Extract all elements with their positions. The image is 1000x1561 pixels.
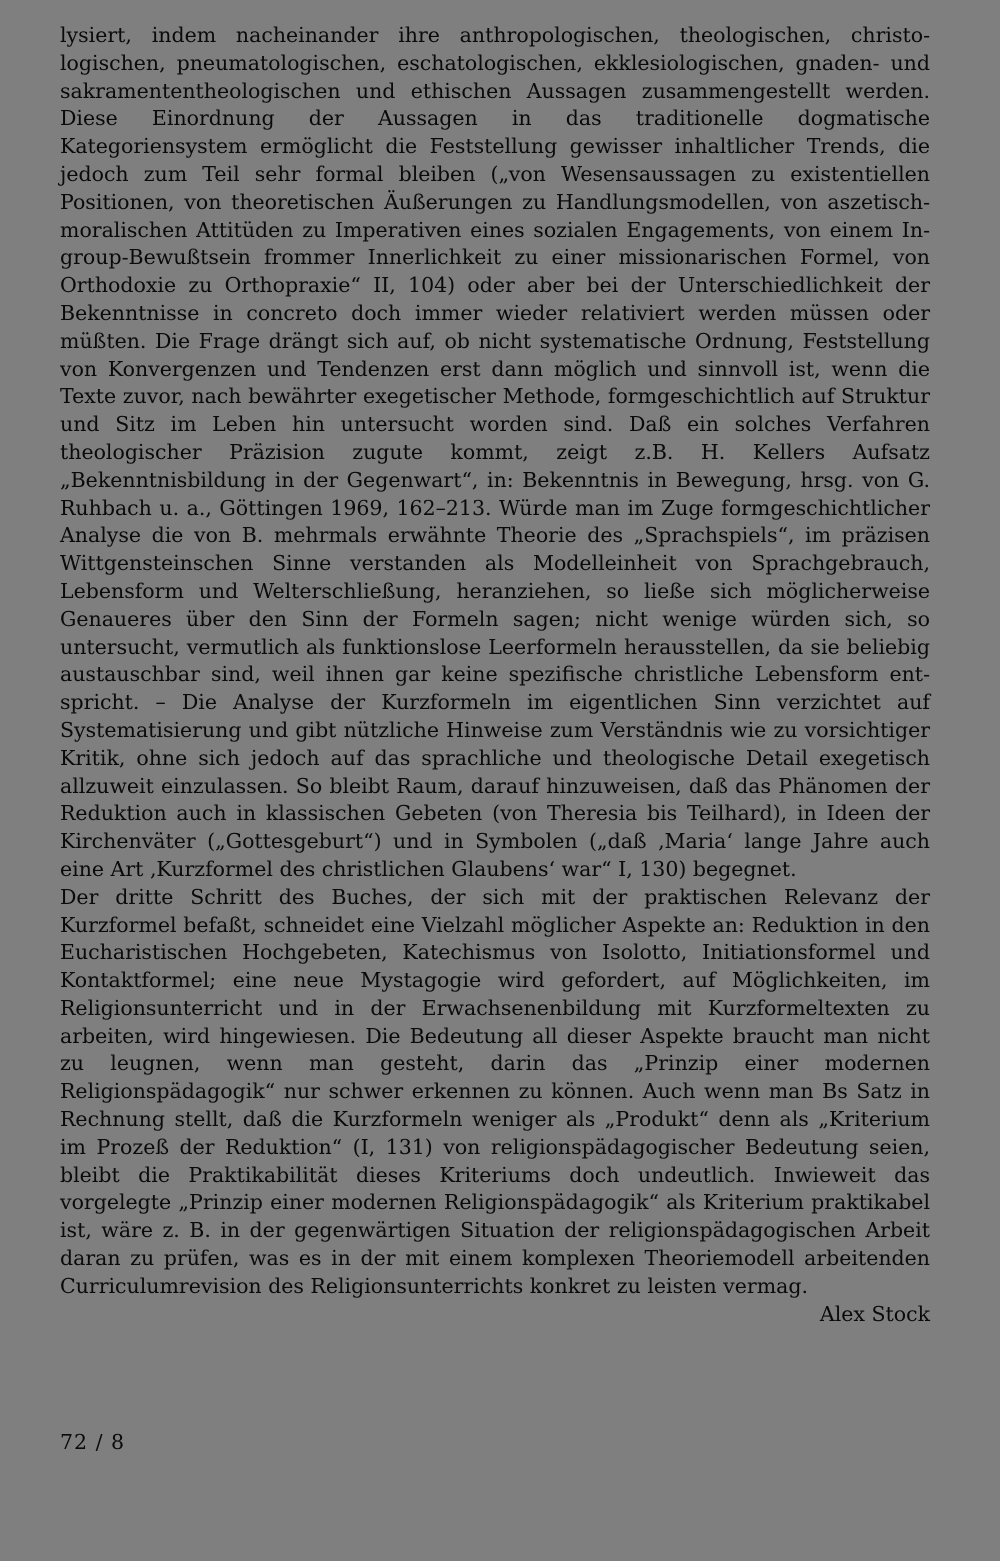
review-paragraph-2: Der dritte Schritt des Buches, der sich mit der praktischen Relevanz der Kurzformel befaßt, schneidet eine Vielzahl möglicher Aspekte an: Reduktion in den Eucharistischen Hochgebeten, Katechismus von Isolotto, Initiationsformel und Kontaktformel; eine neue Mystagogie wird gefordert, auf Möglichkeiten, im Religionsunterricht und in der Erwachsenenbildung mit Kurzformeltexten zu arbeiten, wird hingewiesen. Die Bedeutung all dieser Aspekte braucht man nicht zu leugnen, wenn man gesteht, darin das „Prinzip einer modernen Religionspädagogik“ nur schwer erkennen zu können. Auch wenn man Bs Satz in Rechnung stellt, daß die Kurzformeln weniger als „Produkt“ denn als „Kriterium im Prozeß der Reduktion“ (I, 131) von religionspädagogischer Bedeutung seien, bleibt die Praktikabilität dieses Kriteriums doch undeutlich. Inwieweit das vorgelegte „Prinzip einer modernen Religionspädagogik“ als Kriterium praktikabel ist, wäre z. B. in der gegenwärtigen Situation der religionspädagogischen Arbeit daran zu prüfen, was es in der mit einem komplexen Theoriemodell arbeitenden Curriculumrevision des Religionsunterrichts konkret zu leisten vermag.	[60, 884, 930, 1298]
review-text-block	[60, 22, 930, 1328]
review-author: Alex Stock	[819, 1301, 930, 1326]
review-paragraph-1: lysiert, indem nacheinander ihre anthropologischen, theologischen, christologischen, pneumatologischen, eschatologischen, ekklesiologischen, gnaden- und sakramententheologischen und ethischen Aussagen zusammengestellt werden. Diese Einordnung der Aussagen in das traditionelle dogmatische Kategoriensystem ermöglicht die Feststellung gewisser inhaltlicher Trends, die jedoch zum Teil sehr formal bleiben („von Wesensaussagen zu existentiellen Positionen, von theoretischen Äußerungen zu Handlungsmodellen, von aszetisch-moralischen Attitüden zu Imperativen eines sozialen Engagements, von einem In-group-Bewußtsein frommer Innerlichkeit zu einer missionarischen Formel, von Orthodoxie zu Orthopraxie“ II, 104) oder aber bei der Unterschiedlichkeit der Bekenntnisse in concreto doch immer wieder relativiert werden müssen oder müßten. Die Frage drängt sich auf, ob nicht systematische Ordnung, Feststellung von Konvergenzen und Tendenzen erst dann möglich und sinnvoll ist, wenn die Texte zuvor, nach bewährter exegetischer Methode, formgeschichtlich auf Struktur und Sitz im Leben hin untersucht worden sind. Daß ein solches Verfahren theologischer Präzision zugute kommt, zeigt z.B. H. Kellers Aufsatz „Bekenntnisbildung in der Gegenwart“, in: Bekenntnis in Bewegung, hrsg. von G. Ruhbach u. a., Göttingen 1969, 162–213. Würde man im Zuge formgeschichtlicher Analyse die von B. mehrmals erwähnte Theorie des „Sprachspiels“, im präzisen Wittgensteinschen Sinne verstanden als Modelleinheit von Sprachgebrauch, Lebensform und Welterschließung, heranziehen, so ließe sich möglicherweise Genaueres über den Sinn der Formeln sagen; nicht wenige würden sich, so untersucht, vermutlich als funktionslose Leerformeln herausstellen, da sie beliebig austauschbar sind, weil ihnen gar keine spezifische christliche Lebensform entspricht. – Die Analyse der Kurzformeln im eigentlichen Sinn verzichtet auf Systematisierung und gibt nützliche Hinweise zum Verständnis wie zu vorsichtiger Kritik, ohne sich jedoch auf das sprachliche und theologische Detail exegetisch allzuweit einzulassen. So bleibt Raum, darauf hinzuweisen, daß das Phänomen der Reduktion auch in klassischen Gebeten (von Theresia bis Teilhard), in Ideen der Kirchenväter („Gottesgeburt“) und in Symbolen („daß ‚Maria‘ lange Jahre auch eine Art ‚Kurzformel des christlichen Glaubens‘ war“ I, 130) begegnet.	[60, 23, 930, 881]
page-number: 72 / 8	[60, 1430, 126, 1454]
